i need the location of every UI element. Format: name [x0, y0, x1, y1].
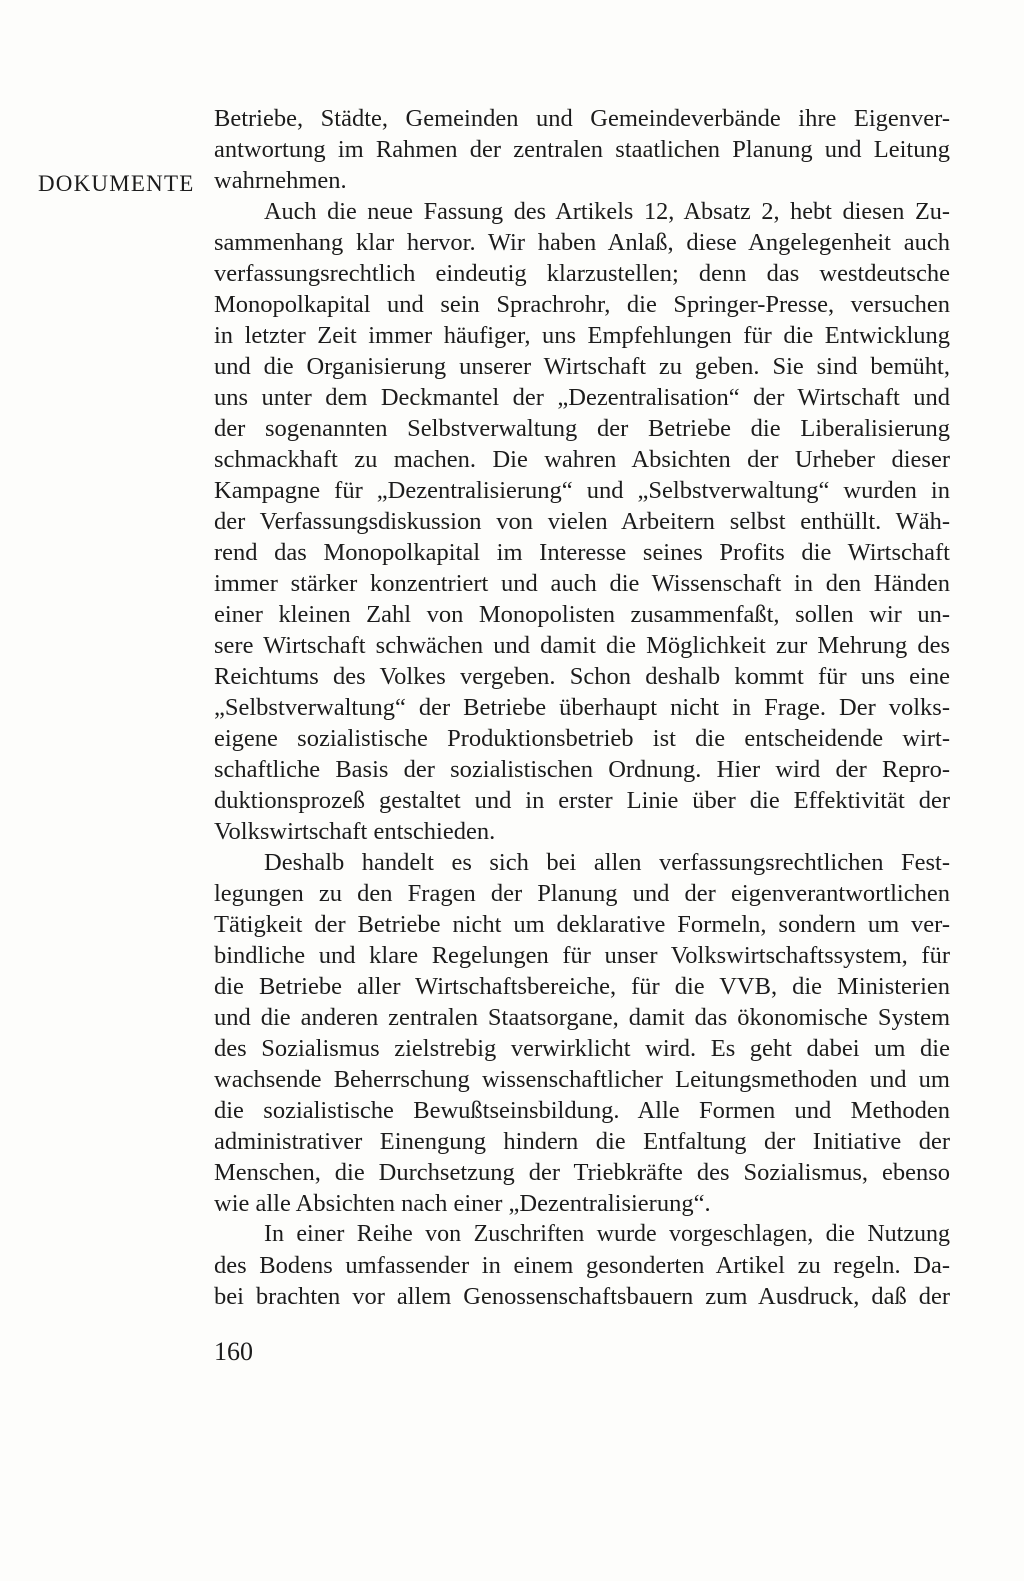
text-line: antwortung im Rahmen der zentralen staatlichen Planung und Leitung: [214, 136, 950, 163]
text-line: wie alle Absichten nach einer „Dezentralisierung“.: [214, 1190, 711, 1217]
text-line: bei brachten vor allem Genossenschaftsbauern zum Ausdruck, daß der: [214, 1283, 950, 1310]
text-line: des Sozialismus zielstrebig verwirklicht wird. Es geht dabei um die: [214, 1035, 950, 1062]
text-line: des Bodens umfassender in einem gesonderten Artikel zu regeln. Da-: [214, 1252, 950, 1279]
text-line: schaftliche Basis der sozialistischen Ordnung. Hier wird der Repro-: [214, 756, 950, 783]
text-line: der sogenannten Selbstverwaltung der Betriebe die Liberalisierung: [214, 415, 950, 442]
text-line: und die Organisierung unserer Wirtschaft zu geben. Sie sind bemüht,: [214, 353, 950, 380]
text-line: sere Wirtschaft schwächen und damit die Möglichkeit zur Mehrung des: [214, 632, 950, 659]
text-line: schmackhaft zu machen. Die wahren Absichten der Urheber dieser: [214, 446, 950, 473]
text-line: wahrnehmen.: [214, 167, 347, 194]
text-line: Reichtums des Volkes vergeben. Schon deshalb kommt für uns eine: [214, 663, 950, 690]
text-line: die sozialistische Bewußtseinsbildung. Alle Formen und Methoden: [214, 1097, 950, 1124]
text-line: Monopolkapital und sein Sprachrohr, die Springer-Presse, versuchen: [214, 291, 950, 318]
text-line: der Verfassungsdiskussion von vielen Arbeitern selbst enthüllt. Wäh-: [214, 508, 950, 535]
text-line: die Betriebe aller Wirtschaftsbereiche, für die VVB, die Ministerien: [214, 973, 950, 1000]
text-line: verfassungsrechtlich eindeutig klarzustellen; denn das westdeutsche: [214, 260, 950, 287]
page-number: 160: [214, 1337, 253, 1366]
text-line: Auch die neue Fassung des Artikels 12, Absatz 2, hebt diesen Zu-: [264, 198, 950, 225]
body-text: [214, 103, 950, 1312]
text-line: uns unter dem Deckmantel der „Dezentralisation“ der Wirtschaft und: [214, 384, 950, 411]
text-line: bindliche und klare Regelungen für unser Volkswirtschaftssystem, für: [214, 942, 950, 969]
text-line: Deshalb handelt es sich bei allen verfassungsrechtlichen Fest-: [264, 849, 950, 876]
text-line: „Selbstverwaltung“ der Betriebe überhaupt nicht in Frage. Der volks-: [214, 694, 950, 721]
text-line: Kampagne für „Dezentralisierung“ und „Selbstverwaltung“ wurden in: [214, 477, 950, 504]
text-line: rend das Monopolkapital im Interesse seines Profits die Wirtschaft: [214, 539, 950, 566]
text-line: duktionsprozeß gestaltet und in erster Linie über die Effektivität der: [214, 787, 950, 814]
section-label: DOKUMENTE: [38, 171, 195, 196]
text-line: administrativer Einengung hindern die Entfaltung der Initiative der: [214, 1128, 950, 1155]
text-line: legungen zu den Fragen der Planung und der eigenverantwortlichen: [214, 880, 950, 907]
text-line: eigene sozialistische Produktionsbetrieb ist die entscheidende wirt-: [214, 725, 950, 752]
text-line: Betriebe, Städte, Gemeinden und Gemeindeverbände ihre Eigenver-: [214, 105, 950, 132]
text-line: In einer Reihe von Zuschriften wurde vorgeschlagen, die Nutzung: [264, 1221, 950, 1247]
text-line: immer stärker konzentriert und auch die Wissenschaft in den Händen: [214, 570, 950, 597]
text-line: Volkswirtschaft entschieden.: [214, 818, 496, 845]
text-line: Menschen, die Durchsetzung der Triebkräfte des Sozialismus, ebenso: [214, 1159, 950, 1186]
text-line: sammenhang klar hervor. Wir haben Anlaß, diese Angelegenheit auch: [214, 229, 950, 256]
text-line: Tätigkeit der Betriebe nicht um deklarative Formeln, sondern um ver-: [214, 911, 950, 938]
text-line: wachsende Beherrschung wissenschaftlicher Leitungsmethoden und um: [214, 1066, 950, 1093]
text-line: und die anderen zentralen Staatsorgane, damit das ökonomische System: [214, 1004, 950, 1031]
text-line: einer kleinen Zahl von Monopolisten zusammenfaßt, sollen wir un-: [214, 601, 950, 628]
text-line: in letzter Zeit immer häufiger, uns Empfehlungen für die Entwicklung: [214, 322, 950, 349]
